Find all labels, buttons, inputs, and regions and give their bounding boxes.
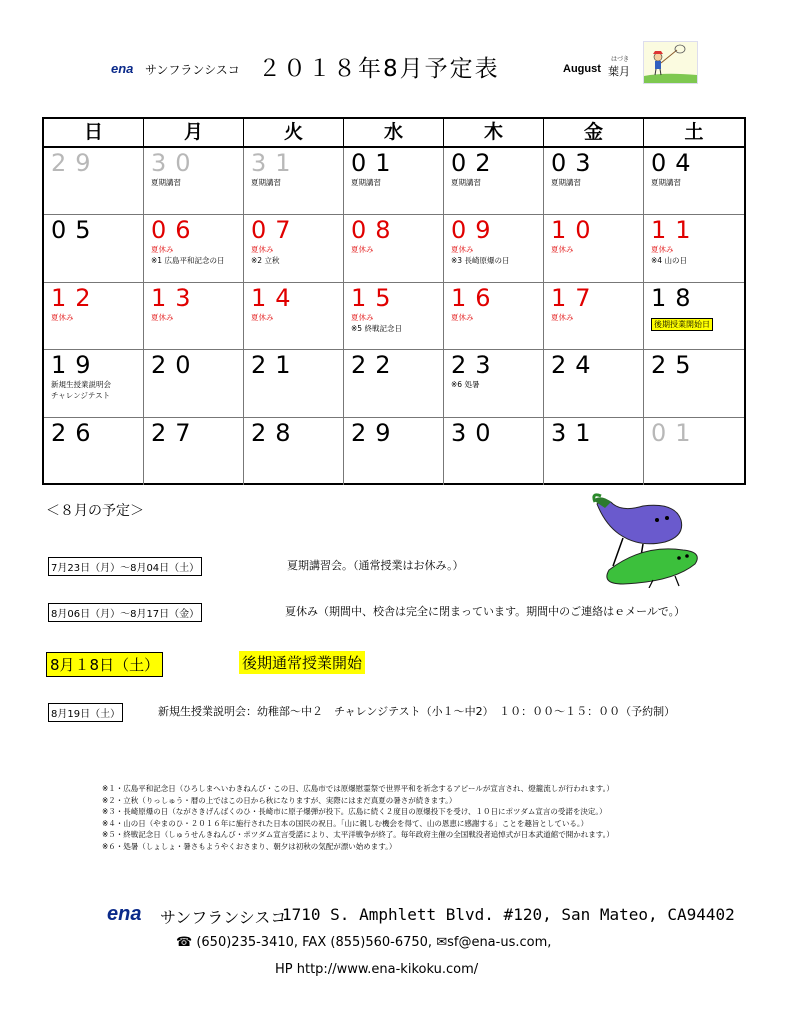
calendar-day-cell (444, 350, 544, 417)
calendar-day-cell (144, 418, 244, 485)
calendar-day-cell (444, 283, 544, 350)
day-note: 夏期講習 (551, 178, 581, 187)
day-number: 01 (351, 149, 400, 177)
calendar-day-cell (244, 283, 344, 350)
phone-icon: ☎ (176, 935, 193, 950)
homepage-link[interactable]: HP http://www.ena-kikoku.com/ (275, 962, 479, 977)
day-note: 夏休み (51, 312, 74, 322)
page-title: ２０１８年8月予定表 (258, 56, 500, 82)
day-number: 09 (451, 216, 500, 245)
calendar-day-cell (144, 283, 244, 350)
day-note: ※5 終戦記念日 (351, 323, 402, 333)
weekday-label: 木 (444, 119, 544, 146)
weekday-header (44, 119, 744, 148)
month-old-ruby: はづき (611, 56, 630, 63)
day-number: 29 (51, 149, 100, 177)
calendar-day-cell (644, 350, 744, 417)
eggplant-cucumber-illustration (583, 492, 713, 588)
schedule-text-1: 夏期講習会。（通常授業はお休み。） (287, 559, 464, 572)
day-note: 夏期講習 (451, 178, 481, 187)
day-number: 30 (451, 418, 500, 447)
calendar-day-cell (344, 283, 444, 350)
day-note: 夏休み (551, 245, 574, 255)
day-number: 29 (351, 418, 400, 447)
calendar-day-cell (44, 418, 144, 485)
schedule-date-4: 8月19日（土） (48, 703, 123, 722)
day-number: 20 (151, 351, 200, 380)
calendar-day-cell (444, 215, 544, 282)
weekday-label: 金 (544, 119, 644, 146)
footnotes (102, 783, 614, 853)
footer-address: 1710 S. Amphlett Blvd. #120, San Mateo, CA94402 (282, 905, 735, 924)
calendar-day-cell (544, 418, 644, 485)
day-note: 夏休み (451, 312, 474, 322)
day-number: 27 (151, 418, 200, 447)
month-old-name: 葉月 (608, 65, 630, 78)
calendar-day-cell (644, 148, 744, 215)
day-number: 19 (51, 351, 100, 380)
day-number: 05 (51, 216, 100, 245)
weekday-label: 日 (44, 119, 144, 146)
day-number: 17 (551, 283, 600, 312)
day-number: 10 (551, 216, 600, 245)
email-link[interactable]: sf@ena-us.com, (447, 935, 552, 950)
school-name: サンフランシスコ (145, 63, 240, 77)
day-number: 01 (651, 418, 700, 447)
day-number: 30 (151, 149, 200, 177)
schedule-date-3: 8月１8日（土） (46, 652, 163, 677)
day-note: ※1 広島平和記念の日 (151, 256, 225, 266)
schedule-text-3: 後期通常授業開始 (239, 651, 365, 674)
footnote: ※１・広島平和記念日（ひろしまへいわきねんび・この日、広島市では原爆慰霊祭で世界平和を祈念するアピールが宣言され、燈籠流しが行われます。） (102, 784, 614, 793)
calendar-day-cell (644, 418, 744, 485)
calendar-day-cell (144, 215, 244, 282)
day-note: 夏休み (351, 245, 374, 255)
day-note: ※3 長崎原爆の日 (451, 256, 510, 266)
footer-contact (176, 935, 551, 950)
day-number: 18 (651, 283, 700, 312)
weekday-label: 月 (144, 119, 244, 146)
day-number: 22 (351, 351, 400, 380)
calendar-day-cell (144, 350, 244, 417)
calendar-day-cell (344, 215, 444, 282)
day-note: 夏休み (451, 245, 474, 255)
calendar-day-cell (344, 148, 444, 215)
day-note: ※2 立秋 (251, 256, 280, 266)
day-note: 夏休み (651, 245, 674, 255)
schedule-title: ＜８月の予定＞ (46, 503, 144, 519)
weekday-label: 火 (244, 119, 344, 146)
day-number: 12 (51, 283, 100, 312)
calendar-day-cell (244, 215, 344, 282)
calendar-day-cell (544, 283, 644, 350)
day-number: 31 (251, 149, 300, 177)
day-number: 31 (551, 418, 600, 447)
mail-icon: ✉ (436, 935, 448, 950)
footnote: ※４・山の日（やまのひ・２０１６年に施行された日本の国民の祝日。「山に親しむ機会を得て、山の恩恵に感謝する」ことを趣旨としている。） (102, 818, 589, 828)
day-note: 夏期講習 (351, 178, 381, 187)
day-note: 夏休み (151, 245, 174, 255)
calendar-day-cell (644, 283, 744, 350)
day-number: 13 (151, 283, 200, 312)
day-note: 夏休み (251, 245, 274, 255)
day-number: 08 (351, 216, 400, 245)
day-note: ※6 処暑 (451, 380, 480, 390)
day-note: 夏休み (551, 312, 574, 322)
day-number: 04 (651, 149, 700, 177)
day-note: 夏休み (151, 312, 174, 322)
footer-school-name: サンフランシスコ (160, 908, 287, 927)
calendar-day-cell (544, 148, 644, 215)
phone-fax: (650)235-3410, FAX (855)560-6750, (196, 935, 433, 950)
calendar-day-cell (244, 350, 344, 417)
calendar-day-cell (544, 350, 644, 417)
weekday-label: 水 (344, 119, 444, 146)
day-note: 夏期講習 (151, 178, 181, 187)
day-number: 21 (251, 351, 300, 380)
day-note: チャレンジテスト (51, 391, 111, 401)
calendar-grid (44, 148, 744, 485)
day-note: 新規生授業説明会 (51, 380, 111, 390)
day-note: 夏休み (251, 312, 274, 322)
schedule-date-2: 8月06日（月）～8月17日（金） (48, 603, 202, 622)
day-note: 夏休み (351, 312, 374, 322)
schedule-text-4: 新規生授業説明会：幼稚部～中２ チャレンジテスト（小１～中2） １０：００～１５：００（予約制） (158, 705, 676, 718)
footnote: ※５・終戦記念日（しゅうせんきねんび・ポツダム宣言受諾により、太平洋戦争が終了。毎年政府主催の全国戦没者追悼式が日本武道館で開かれます。） (102, 830, 614, 840)
month-english: August (563, 63, 601, 75)
day-number: 25 (651, 351, 700, 380)
day-number: 28 (251, 418, 300, 447)
day-number: 06 (151, 216, 200, 245)
day-number: 26 (51, 418, 100, 447)
ena-logo: ena (111, 61, 134, 76)
calendar-day-cell (444, 148, 544, 215)
schedule-date-1: 7月23日（月）～8月04日（土） (48, 557, 202, 576)
day-note: 夏期講習 (651, 178, 681, 187)
calendar-day-cell (244, 148, 344, 215)
footnote: ※３・長崎原爆の日（ながさきげんばくのひ・長崎市に原子爆弾が投下。広島に続く２度目の原爆投下を受け、１０日にポツダム宣言の受諾を決定。） (102, 807, 607, 817)
day-number: 14 (251, 283, 300, 312)
day-number: 15 (351, 283, 400, 312)
day-number: 02 (451, 149, 500, 177)
weekday-label: 土 (684, 121, 704, 143)
day-number: 24 (551, 351, 600, 380)
calendar-day-cell (244, 418, 344, 485)
day-number: 07 (251, 216, 300, 245)
day-number: 16 (451, 283, 500, 312)
highlight-note: 後期授業開始日 (651, 318, 713, 331)
calendar-day-cell (544, 215, 644, 282)
calendar-day-cell (44, 215, 144, 282)
day-number: 23 (451, 351, 500, 380)
calendar (42, 117, 746, 485)
footnote: ※２・立秋（りっしゅう・暦の上ではこの日から秋になりますが、実際にはまだ真夏の暑さが続きます。） (102, 795, 457, 805)
calendar-day-cell (644, 215, 744, 282)
day-note: ※4 山の日 (651, 256, 687, 266)
schedule-text-2: 夏休み（期間中、校舎は完全に閉まっています。期間中のご連絡はｅメールで。） (285, 605, 686, 618)
calendar-day-cell (344, 418, 444, 485)
bug-catcher-illustration (643, 41, 698, 84)
calendar-day-cell (44, 350, 144, 417)
day-number: 11 (651, 216, 700, 245)
calendar-day-cell (444, 418, 544, 485)
calendar-day-cell (44, 283, 144, 350)
footer-ena-logo: ena (107, 903, 142, 925)
calendar-day-cell (344, 350, 444, 417)
calendar-day-cell (44, 148, 144, 215)
footnote: ※６・処暑（しょしょ・暑さもようやくおさまり、朝夕は初秋の気配が漂い始めます。） (102, 841, 397, 851)
day-note: 夏期講習 (251, 178, 281, 187)
day-number: 03 (551, 149, 600, 177)
calendar-day-cell (144, 148, 244, 215)
